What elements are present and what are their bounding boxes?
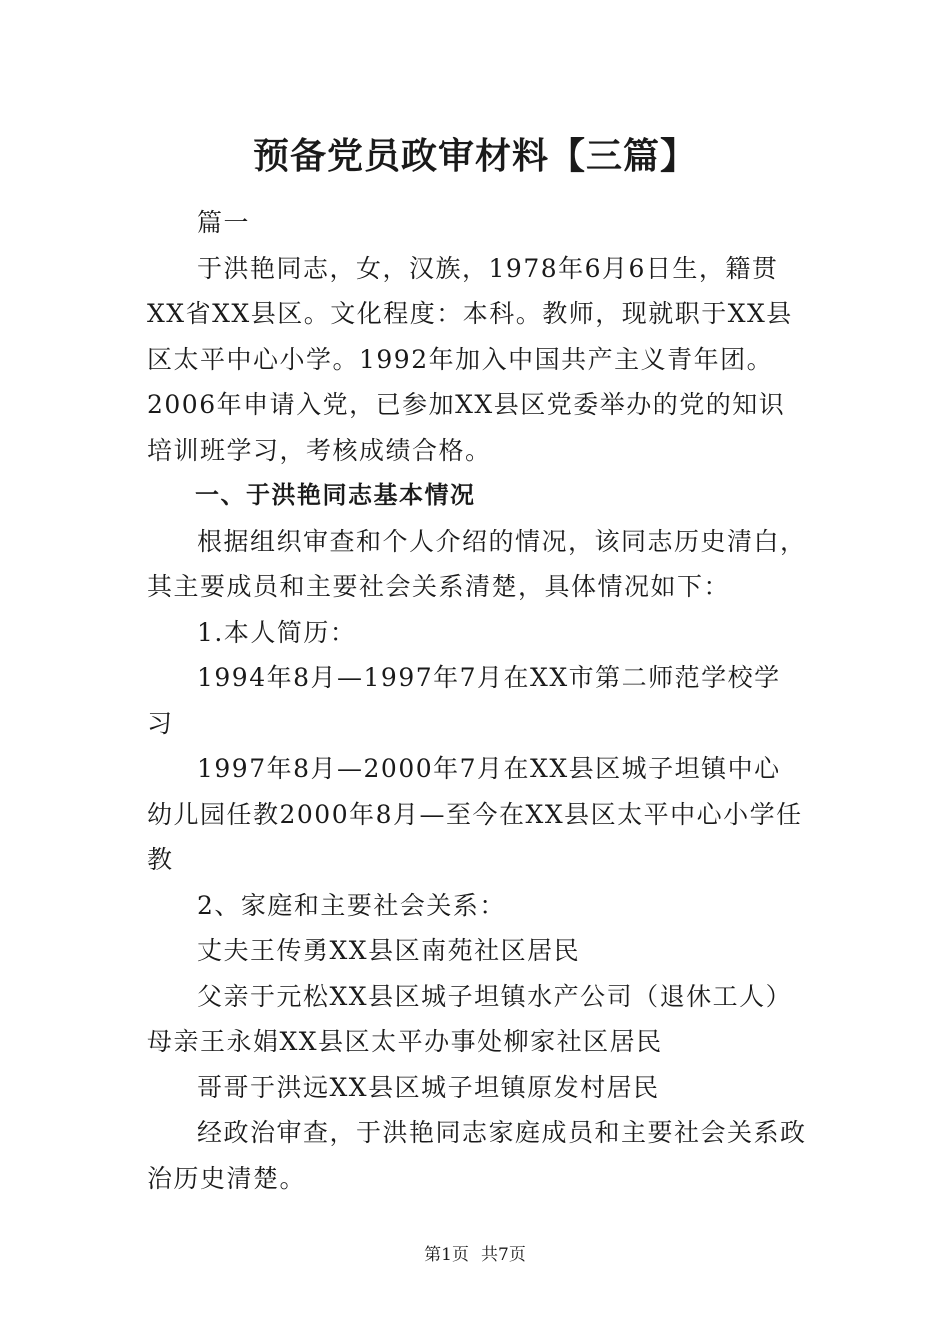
resume-label: 1.本人简历：	[197, 617, 357, 647]
resume-item: 1997年8月—2000年7月在XX县区城子坦镇中心幼儿园任教2000年8月—至今在XX县区太平中心小学任教	[147, 754, 803, 874]
family-item: 父亲于元松XX县区城子坦镇水产公司（退休工人）母亲王永娟XX县区太平办事处柳家社区居民	[147, 981, 793, 1056]
intro-paragraph: 于洪艳同志，女，汉族，1978年6月6日生，籍贯XX省XX县区。文化程度：本科。教师，现就职于XX县区太平中心小学。1992年加入中国共产主义青年团。2006年申请入党，已参加XX县区党委举办的党的知识培训班学习，考核成绩合格。	[147, 253, 793, 465]
document-title: 预备党员政审材料【三篇】	[252, 135, 697, 177]
resume-item: 1994年8月—1997年7月在XX市第二师范学校学习	[147, 663, 781, 738]
section-label: 篇一	[197, 208, 251, 237]
section-heading: 一、于洪艳同志基本情况	[195, 481, 476, 509]
page-number: 第1页	[424, 1245, 469, 1265]
conclusion-paragraph: 经政治审查，于洪艳同志家庭成员和主要社会关系政治历史清楚。	[147, 1118, 807, 1193]
family-label: 2、家庭和主要社会关系：	[197, 890, 506, 920]
page-total: 共7页	[481, 1245, 526, 1265]
family-item: 哥哥于洪远XX县区城子坦镇原发村居民	[197, 1072, 660, 1102]
page-footer	[0, 1240, 950, 1270]
document-body	[147, 200, 807, 1201]
review-paragraph: 根据组织审查和个人介绍的情况，该同志历史清白，其主要成员和主要社会关系清楚，具体情况如下：	[147, 526, 807, 601]
family-item: 丈夫王传勇XX县区南苑社区居民	[197, 936, 581, 965]
